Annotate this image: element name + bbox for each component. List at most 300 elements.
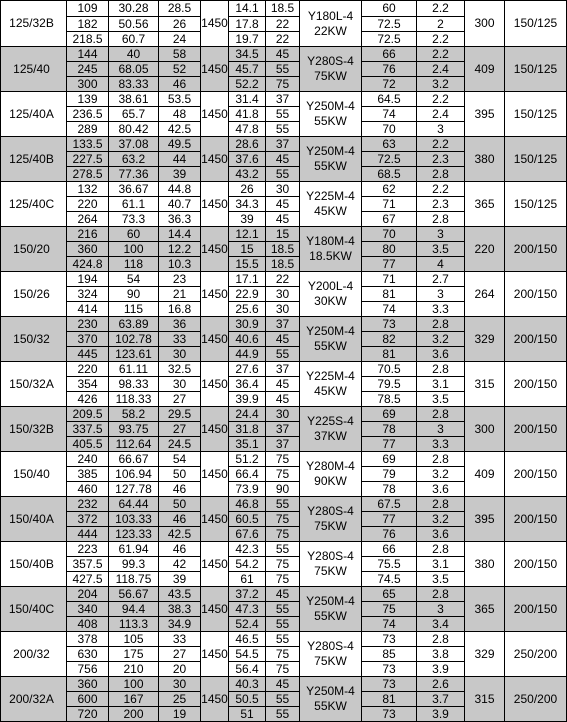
shaft-power-cell: 36.4 — [229, 377, 266, 392]
npsh-cell: 2.6 — [417, 677, 465, 692]
shaft-power-cell: 40.6 — [229, 332, 266, 347]
motor-power: 22KW — [300, 24, 361, 39]
motor-model: Y200L-4 — [300, 279, 361, 294]
head-cell: 24.5 — [159, 437, 201, 452]
size-cell: 200/150 — [505, 587, 567, 632]
head-cell: 50 — [159, 467, 201, 482]
efficiency-cell: 81 — [362, 347, 417, 362]
speed-cell: 1450 — [201, 362, 229, 407]
shaft-power-cell: 44.9 — [229, 347, 266, 362]
flow-m3h-cell: 109 — [67, 1, 109, 17]
flow-ls-cell: 99.3 — [109, 557, 159, 572]
efficiency-cell: 66 — [362, 542, 417, 557]
flow-m3h-cell: 204 — [67, 587, 109, 602]
table-row — [1, 677, 567, 692]
flow-m3h-cell: 372 — [67, 512, 109, 527]
pump-model-cell: 150/32 — [1, 317, 67, 362]
npsh-cell: 3.5 — [417, 242, 465, 257]
shaft-power-cell: 28.6 — [229, 137, 266, 152]
flow-m3h-cell: 132 — [67, 182, 109, 197]
speed-cell: 1450 — [201, 542, 229, 587]
shaft-power-cell: 30.9 — [229, 317, 266, 332]
flow-ls-cell: 61.1 — [109, 197, 159, 212]
efficiency-cell: 78 — [362, 422, 417, 437]
rated-power-cell: 45 — [266, 212, 300, 227]
flow-ls-cell: 61.11 — [109, 362, 159, 377]
value-cell: 365 — [465, 587, 505, 632]
npsh-cell: 3 — [417, 602, 465, 617]
npsh-cell: 2.8 — [417, 497, 465, 512]
npsh-cell: 2.8 — [417, 452, 465, 467]
efficiency-cell: 70 — [362, 122, 417, 137]
size-cell: 250/200 — [505, 677, 567, 722]
size-cell: 150/125 — [505, 137, 567, 182]
motor-model: Y225M-4 — [300, 369, 361, 384]
shaft-power-cell: 39.9 — [229, 392, 266, 407]
npsh-cell: 3.6 — [417, 347, 465, 362]
flow-ls-cell: 60 — [109, 227, 159, 242]
table-row — [1, 1, 567, 17]
head-cell: 30 — [159, 347, 201, 362]
table-row — [1, 587, 567, 602]
flow-ls-cell: 118 — [109, 257, 159, 272]
motor-cell — [300, 1, 362, 47]
flow-m3h-cell: 194 — [67, 272, 109, 287]
efficiency-cell: 71 — [362, 197, 417, 212]
flow-ls-cell: 175 — [109, 647, 159, 662]
pump-model-cell: 200/32A — [1, 677, 67, 722]
flow-ls-cell: 30.28 — [109, 1, 159, 17]
motor-cell — [300, 542, 362, 587]
speed-cell: 1450 — [201, 92, 229, 137]
efficiency-cell: 73 — [362, 632, 417, 647]
shaft-power-cell: 51.2 — [229, 452, 266, 467]
shaft-power-cell: 73.9 — [229, 482, 266, 497]
efficiency-cell: 62 — [362, 182, 417, 197]
flow-ls-cell: 98.33 — [109, 377, 159, 392]
flow-m3h-cell: 405.5 — [67, 437, 109, 452]
head-cell: 49.5 — [159, 137, 201, 152]
speed-cell: 1450 — [201, 632, 229, 677]
flow-m3h-cell: 133.5 — [67, 137, 109, 152]
efficiency-cell: 75.5 — [362, 557, 417, 572]
motor-power: 45KW — [300, 204, 361, 219]
efficiency-cell: 66 — [362, 47, 417, 62]
npsh-cell: 3.3 — [417, 302, 465, 317]
npsh-cell: 3.4 — [417, 617, 465, 632]
motor-power: 55KW — [300, 339, 361, 354]
flow-m3h-cell: 240 — [67, 452, 109, 467]
motor-model: Y250M-4 — [300, 99, 361, 114]
shaft-power-cell: 17.8 — [229, 17, 266, 32]
flow-m3h-cell: 324 — [67, 287, 109, 302]
motor-cell — [300, 587, 362, 632]
npsh-cell: 3.3 — [417, 437, 465, 452]
table-row — [1, 362, 567, 377]
efficiency-cell: 77 — [362, 512, 417, 527]
flow-ls-cell: 58.2 — [109, 407, 159, 422]
motor-cell — [300, 497, 362, 542]
shaft-power-cell: 60.5 — [229, 512, 266, 527]
npsh-cell: 3.2 — [417, 512, 465, 527]
flow-m3h-cell: 144 — [67, 47, 109, 62]
size-cell: 250/200 — [505, 632, 567, 677]
flow-m3h-cell: 300 — [67, 77, 109, 92]
motor-cell — [300, 272, 362, 317]
flow-m3h-cell: 360 — [67, 242, 109, 257]
npsh-cell: 2 — [417, 17, 465, 32]
value-cell: 300 — [465, 407, 505, 452]
size-cell: 200/150 — [505, 227, 567, 272]
motor-cell — [300, 362, 362, 407]
efficiency-cell: 73 — [362, 317, 417, 332]
npsh-cell: 3.1 — [417, 377, 465, 392]
flow-m3h-cell: 289 — [67, 122, 109, 137]
value-cell: 380 — [465, 137, 505, 182]
flow-ls-cell: 167 — [109, 692, 159, 707]
motor-power: 75KW — [300, 69, 361, 84]
npsh-cell: 3.6 — [417, 482, 465, 497]
npsh-cell: 3.6 — [417, 527, 465, 542]
npsh-cell: 3 — [417, 422, 465, 437]
flow-m3h-cell: 182 — [67, 17, 109, 32]
shaft-power-cell: 39 — [229, 212, 266, 227]
flow-ls-cell: 61.94 — [109, 542, 159, 557]
head-cell: 28.5 — [159, 1, 201, 17]
head-cell: 42 — [159, 557, 201, 572]
shaft-power-cell: 45.7 — [229, 62, 266, 77]
flow-ls-cell: 105 — [109, 632, 159, 647]
pump-model-cell: 125/40 — [1, 47, 67, 92]
flow-ls-cell: 103.33 — [109, 512, 159, 527]
flow-m3h-cell: 357.5 — [67, 557, 109, 572]
value-cell: 365 — [465, 182, 505, 227]
shaft-power-cell: 67.6 — [229, 527, 266, 542]
head-cell: 27 — [159, 422, 201, 437]
flow-m3h-cell: 278.5 — [67, 167, 109, 182]
efficiency-cell: 65 — [362, 587, 417, 602]
motor-power: 18.5KW — [300, 249, 361, 264]
head-cell: 33 — [159, 632, 201, 647]
rated-power-cell: 55 — [266, 167, 300, 182]
value-cell: 380 — [465, 542, 505, 587]
flow-m3h-cell: 209.5 — [67, 407, 109, 422]
motor-model: Y225M-4 — [300, 189, 361, 204]
table-row — [1, 542, 567, 557]
head-cell: 32.5 — [159, 362, 201, 377]
efficiency-cell: 76 — [362, 62, 417, 77]
npsh-cell: 3.5 — [417, 392, 465, 407]
rated-power-cell: 37 — [266, 317, 300, 332]
npsh-cell: 3.2 — [417, 77, 465, 92]
motor-model: Y180M-4 — [300, 234, 361, 249]
npsh-cell: 2.4 — [417, 107, 465, 122]
value-cell: 409 — [465, 452, 505, 497]
efficiency-cell: 73 — [362, 662, 417, 677]
rated-power-cell: 55 — [266, 692, 300, 707]
rated-power-cell: 30 — [266, 287, 300, 302]
shaft-power-cell: 46.5 — [229, 632, 266, 647]
flow-ls-cell: 66.67 — [109, 452, 159, 467]
head-cell: 27 — [159, 647, 201, 662]
motor-cell — [300, 137, 362, 182]
motor-power: 45KW — [300, 384, 361, 399]
shaft-power-cell: 47.8 — [229, 122, 266, 137]
rated-power-cell: 22 — [266, 272, 300, 287]
flow-m3h-cell: 220 — [67, 362, 109, 377]
flow-m3h-cell: 385 — [67, 467, 109, 482]
npsh-cell: 3.2 — [417, 332, 465, 347]
pump-model-cell: 150/40 — [1, 452, 67, 497]
motor-power: 90KW — [300, 474, 361, 489]
npsh-cell: 2.8 — [417, 587, 465, 602]
flow-ls-cell: 93.75 — [109, 422, 159, 437]
head-cell: 30 — [159, 677, 201, 692]
shaft-power-cell: 52.2 — [229, 77, 266, 92]
flow-m3h-cell: 245 — [67, 62, 109, 77]
pump-model-cell: 150/26 — [1, 272, 67, 317]
rated-power-cell: 75 — [266, 512, 300, 527]
rated-power-cell: 55 — [266, 542, 300, 557]
shaft-power-cell: 52.4 — [229, 617, 266, 632]
speed-cell: 1450 — [201, 497, 229, 542]
value-cell: 329 — [465, 317, 505, 362]
pump-model-cell: 150/32A — [1, 362, 67, 407]
rated-power-cell: 30 — [266, 182, 300, 197]
shaft-power-cell: 54.5 — [229, 647, 266, 662]
efficiency-cell: 73 — [362, 707, 417, 722]
efficiency-cell: 77 — [362, 257, 417, 272]
flow-ls-cell: 63.2 — [109, 152, 159, 167]
head-cell: 52 — [159, 62, 201, 77]
head-cell: 46 — [159, 482, 201, 497]
head-cell: 39 — [159, 167, 201, 182]
motor-model: Y280S-4 — [300, 639, 361, 654]
head-cell: 29.5 — [159, 407, 201, 422]
motor-model: Y180L-4 — [300, 9, 361, 24]
shaft-power-cell: 56.4 — [229, 662, 266, 677]
shaft-power-cell: 40.3 — [229, 677, 266, 692]
rated-power-cell: 30 — [266, 302, 300, 317]
flow-ls-cell: 123.33 — [109, 527, 159, 542]
size-cell: 150/125 — [505, 182, 567, 227]
flow-ls-cell: 37.08 — [109, 137, 159, 152]
efficiency-cell: 74.5 — [362, 572, 417, 587]
flow-m3h-cell: 756 — [67, 662, 109, 677]
flow-m3h-cell: 630 — [67, 647, 109, 662]
size-cell: 200/150 — [505, 272, 567, 317]
motor-cell — [300, 452, 362, 497]
head-cell: 46 — [159, 77, 201, 92]
rated-power-cell: 22 — [266, 17, 300, 32]
size-cell: 200/150 — [505, 497, 567, 542]
efficiency-cell: 70.5 — [362, 362, 417, 377]
motor-model: Y225S-4 — [300, 414, 361, 429]
rated-power-cell: 37 — [266, 92, 300, 107]
head-cell: 23 — [159, 272, 201, 287]
motor-model: Y280S-4 — [300, 504, 361, 519]
shaft-power-cell: 42.3 — [229, 542, 266, 557]
head-cell: 10.3 — [159, 257, 201, 272]
shaft-power-cell: 46.8 — [229, 497, 266, 512]
flow-ls-cell: 36.67 — [109, 182, 159, 197]
flow-ls-cell: 102.78 — [109, 332, 159, 347]
efficiency-cell: 74 — [362, 302, 417, 317]
table-row — [1, 47, 567, 62]
flow-m3h-cell: 424.8 — [67, 257, 109, 272]
flow-m3h-cell: 337.5 — [67, 422, 109, 437]
flow-m3h-cell: 414 — [67, 302, 109, 317]
spec-table-body — [1, 1, 567, 722]
shaft-power-cell: 24.4 — [229, 407, 266, 422]
flow-m3h-cell: 444 — [67, 527, 109, 542]
rated-power-cell: 45 — [266, 197, 300, 212]
shaft-power-cell: 61 — [229, 572, 266, 587]
rated-power-cell: 18.5 — [266, 257, 300, 272]
table-row — [1, 632, 567, 647]
flow-m3h-cell: 427.5 — [67, 572, 109, 587]
head-cell: 50 — [159, 497, 201, 512]
rated-power-cell: 37 — [266, 437, 300, 452]
rated-power-cell: 55 — [266, 632, 300, 647]
speed-cell: 1450 — [201, 182, 229, 227]
rated-power-cell: 45 — [266, 47, 300, 62]
rated-power-cell: 37 — [266, 422, 300, 437]
rated-power-cell: 75 — [266, 557, 300, 572]
flow-m3h-cell: 720 — [67, 707, 109, 722]
head-cell: 14.4 — [159, 227, 201, 242]
rated-power-cell: 45 — [266, 677, 300, 692]
flow-m3h-cell: 378 — [67, 632, 109, 647]
flow-m3h-cell: 370 — [67, 332, 109, 347]
npsh-cell: 2.8 — [417, 542, 465, 557]
value-cell: 409 — [465, 47, 505, 92]
flow-ls-cell: 100 — [109, 242, 159, 257]
size-cell: 150/125 — [505, 92, 567, 137]
shaft-power-cell: 37.6 — [229, 152, 266, 167]
shaft-power-cell: 54.2 — [229, 557, 266, 572]
value-cell: 315 — [465, 362, 505, 407]
shaft-power-cell: 19.7 — [229, 32, 266, 47]
flow-ls-cell: 83.33 — [109, 77, 159, 92]
efficiency-cell: 67 — [362, 212, 417, 227]
rated-power-cell: 75 — [266, 77, 300, 92]
flow-ls-cell: 90 — [109, 287, 159, 302]
flow-ls-cell: 113.3 — [109, 617, 159, 632]
efficiency-cell: 81 — [362, 287, 417, 302]
motor-model: Y280M-4 — [300, 459, 361, 474]
head-cell: 24 — [159, 32, 201, 47]
speed-cell: 1450 — [201, 272, 229, 317]
npsh-cell: 2.8 — [417, 632, 465, 647]
efficiency-cell: 67.5 — [362, 497, 417, 512]
pump-model-cell: 200/32 — [1, 632, 67, 677]
efficiency-cell: 77 — [362, 437, 417, 452]
shaft-power-cell: 47.3 — [229, 602, 266, 617]
motor-power: 75KW — [300, 564, 361, 579]
motor-power: 75KW — [300, 654, 361, 669]
flow-ls-cell: 40 — [109, 47, 159, 62]
head-cell: 21 — [159, 287, 201, 302]
flow-ls-cell: 77.36 — [109, 167, 159, 182]
motor-power: 55KW — [300, 159, 361, 174]
rated-power-cell: 55 — [266, 707, 300, 722]
rated-power-cell: 30 — [266, 407, 300, 422]
npsh-cell: 2.8 — [417, 362, 465, 377]
pump-model-cell: 125/40C — [1, 182, 67, 227]
efficiency-cell: 78 — [362, 482, 417, 497]
efficiency-cell: 79 — [362, 467, 417, 482]
flow-m3h-cell: 236.5 — [67, 107, 109, 122]
head-cell: 53.5 — [159, 92, 201, 107]
speed-cell: 1450 — [201, 452, 229, 497]
shaft-power-cell: 14.1 — [229, 1, 266, 17]
npsh-cell: 3.2 — [417, 467, 465, 482]
head-cell: 36.3 — [159, 212, 201, 227]
efficiency-cell: 60 — [362, 1, 417, 17]
flow-m3h-cell: 218.5 — [67, 32, 109, 47]
motor-power: 55KW — [300, 609, 361, 624]
head-cell: 46 — [159, 512, 201, 527]
flow-m3h-cell: 139 — [67, 92, 109, 107]
head-cell: 36 — [159, 317, 201, 332]
efficiency-cell: 69 — [362, 407, 417, 422]
flow-m3h-cell: 360 — [67, 677, 109, 692]
rated-power-cell: 55 — [266, 122, 300, 137]
size-cell: 200/150 — [505, 317, 567, 362]
value-cell: 220 — [465, 227, 505, 272]
npsh-cell: 2.8 — [417, 407, 465, 422]
shaft-power-cell: 66.4 — [229, 467, 266, 482]
speed-cell: 1450 — [201, 677, 229, 722]
head-cell: 48 — [159, 107, 201, 122]
rated-power-cell: 45 — [266, 152, 300, 167]
efficiency-cell: 80 — [362, 242, 417, 257]
shaft-power-cell: 22.9 — [229, 287, 266, 302]
rated-power-cell: 90 — [266, 482, 300, 497]
motor-cell — [300, 407, 362, 452]
npsh-cell: 2.4 — [417, 62, 465, 77]
flow-ls-cell: 210 — [109, 662, 159, 677]
head-cell: 26 — [159, 17, 201, 32]
size-cell: 150/125 — [505, 1, 567, 47]
shaft-power-cell: 35.1 — [229, 437, 266, 452]
npsh-cell: 2.3 — [417, 197, 465, 212]
rated-power-cell: 75 — [266, 527, 300, 542]
npsh-cell: 4 — [417, 257, 465, 272]
size-cell: 200/150 — [505, 542, 567, 587]
npsh-cell: 3 — [417, 122, 465, 137]
pump-model-cell: 125/40B — [1, 137, 67, 182]
pump-model-cell: 125/40A — [1, 92, 67, 137]
value-cell: 395 — [465, 497, 505, 542]
shaft-power-cell: 15 — [229, 242, 266, 257]
flow-m3h-cell: 354 — [67, 377, 109, 392]
motor-power: 37KW — [300, 429, 361, 444]
efficiency-cell: 85 — [362, 647, 417, 662]
efficiency-cell: 70 — [362, 227, 417, 242]
rated-power-cell: 37 — [266, 362, 300, 377]
efficiency-cell: 76 — [362, 527, 417, 542]
speed-cell: 1450 — [201, 137, 229, 182]
npsh-cell: 2.2 — [417, 137, 465, 152]
efficiency-cell: 68.5 — [362, 167, 417, 182]
efficiency-cell: 82 — [362, 332, 417, 347]
shaft-power-cell: 37.2 — [229, 587, 266, 602]
table-row — [1, 317, 567, 332]
npsh-cell: 2.8 — [417, 212, 465, 227]
motor-power: 55KW — [300, 114, 361, 129]
